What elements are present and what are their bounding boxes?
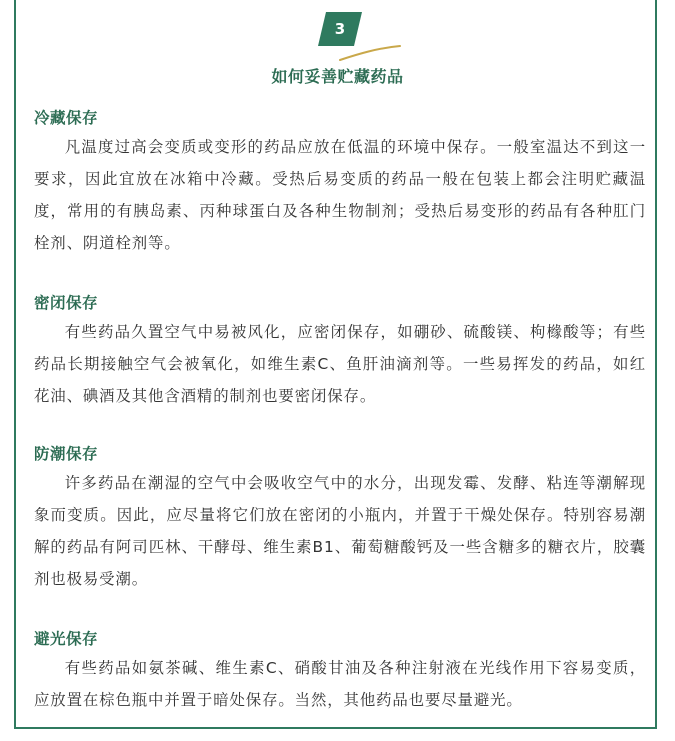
section-cold-storage — [34, 106, 646, 259]
section-title: 冷藏保存 — [34, 109, 99, 127]
section-sealed-storage — [34, 291, 646, 412]
section-title: 避光保存 — [34, 630, 99, 648]
section-body: 有些药品如氨茶碱、维生素C、硝酸甘油及各种注射液在光线作用下容易变质，应放置在棕色瓶中并置于暗处保存。当然，其他药品也要尽量避光。 — [34, 659, 646, 709]
section-moisture-proof-storage — [34, 442, 646, 595]
badge-number: 3 — [334, 20, 346, 38]
section-title: 防潮保存 — [34, 445, 99, 463]
section-number-badge — [318, 12, 362, 46]
section-body: 有些药品久置空气中易被风化，应密闭保存，如硼砂、硫酸镁、枸橼酸等；有些药品长期接触空气会被氧化，如维生素C、鱼肝油滴剂等。一些易挥发的药品，如红花油、碘酒及其他含酒精的制剂也要密闭保存。 — [34, 323, 646, 405]
decorative-swoosh — [338, 44, 402, 62]
page-title: 如何妥善贮藏药品 — [271, 67, 404, 86]
section-light-proof-storage — [34, 627, 646, 716]
section-title: 密闭保存 — [34, 294, 99, 312]
section-body: 凡温度过高会变质或变形的药品应放在低温的环境中保存。一般室温达不到这一要求，因此宜放在冰箱中冷藏。受热后易变质的药品一般在包装上都会注明贮藏温度，常用的有胰岛素、丙种球蛋白及各种生物制剂；受热后易变形的药品有各种肛门栓剂、阴道栓剂等。 — [34, 138, 646, 252]
section-body: 许多药品在潮湿的空气中会吸收空气中的水分，出现发霉、发酵、粘连等潮解现象而变质。因此，应尽量将它们放在密闭的小瓶内，并置于干燥处保存。特别容易潮解的药品有阿司匹林、干酵母、维生素B1、葡萄糖酸钙及一些含糖多的糖衣片，胶囊剂也极易受潮。 — [34, 474, 646, 588]
